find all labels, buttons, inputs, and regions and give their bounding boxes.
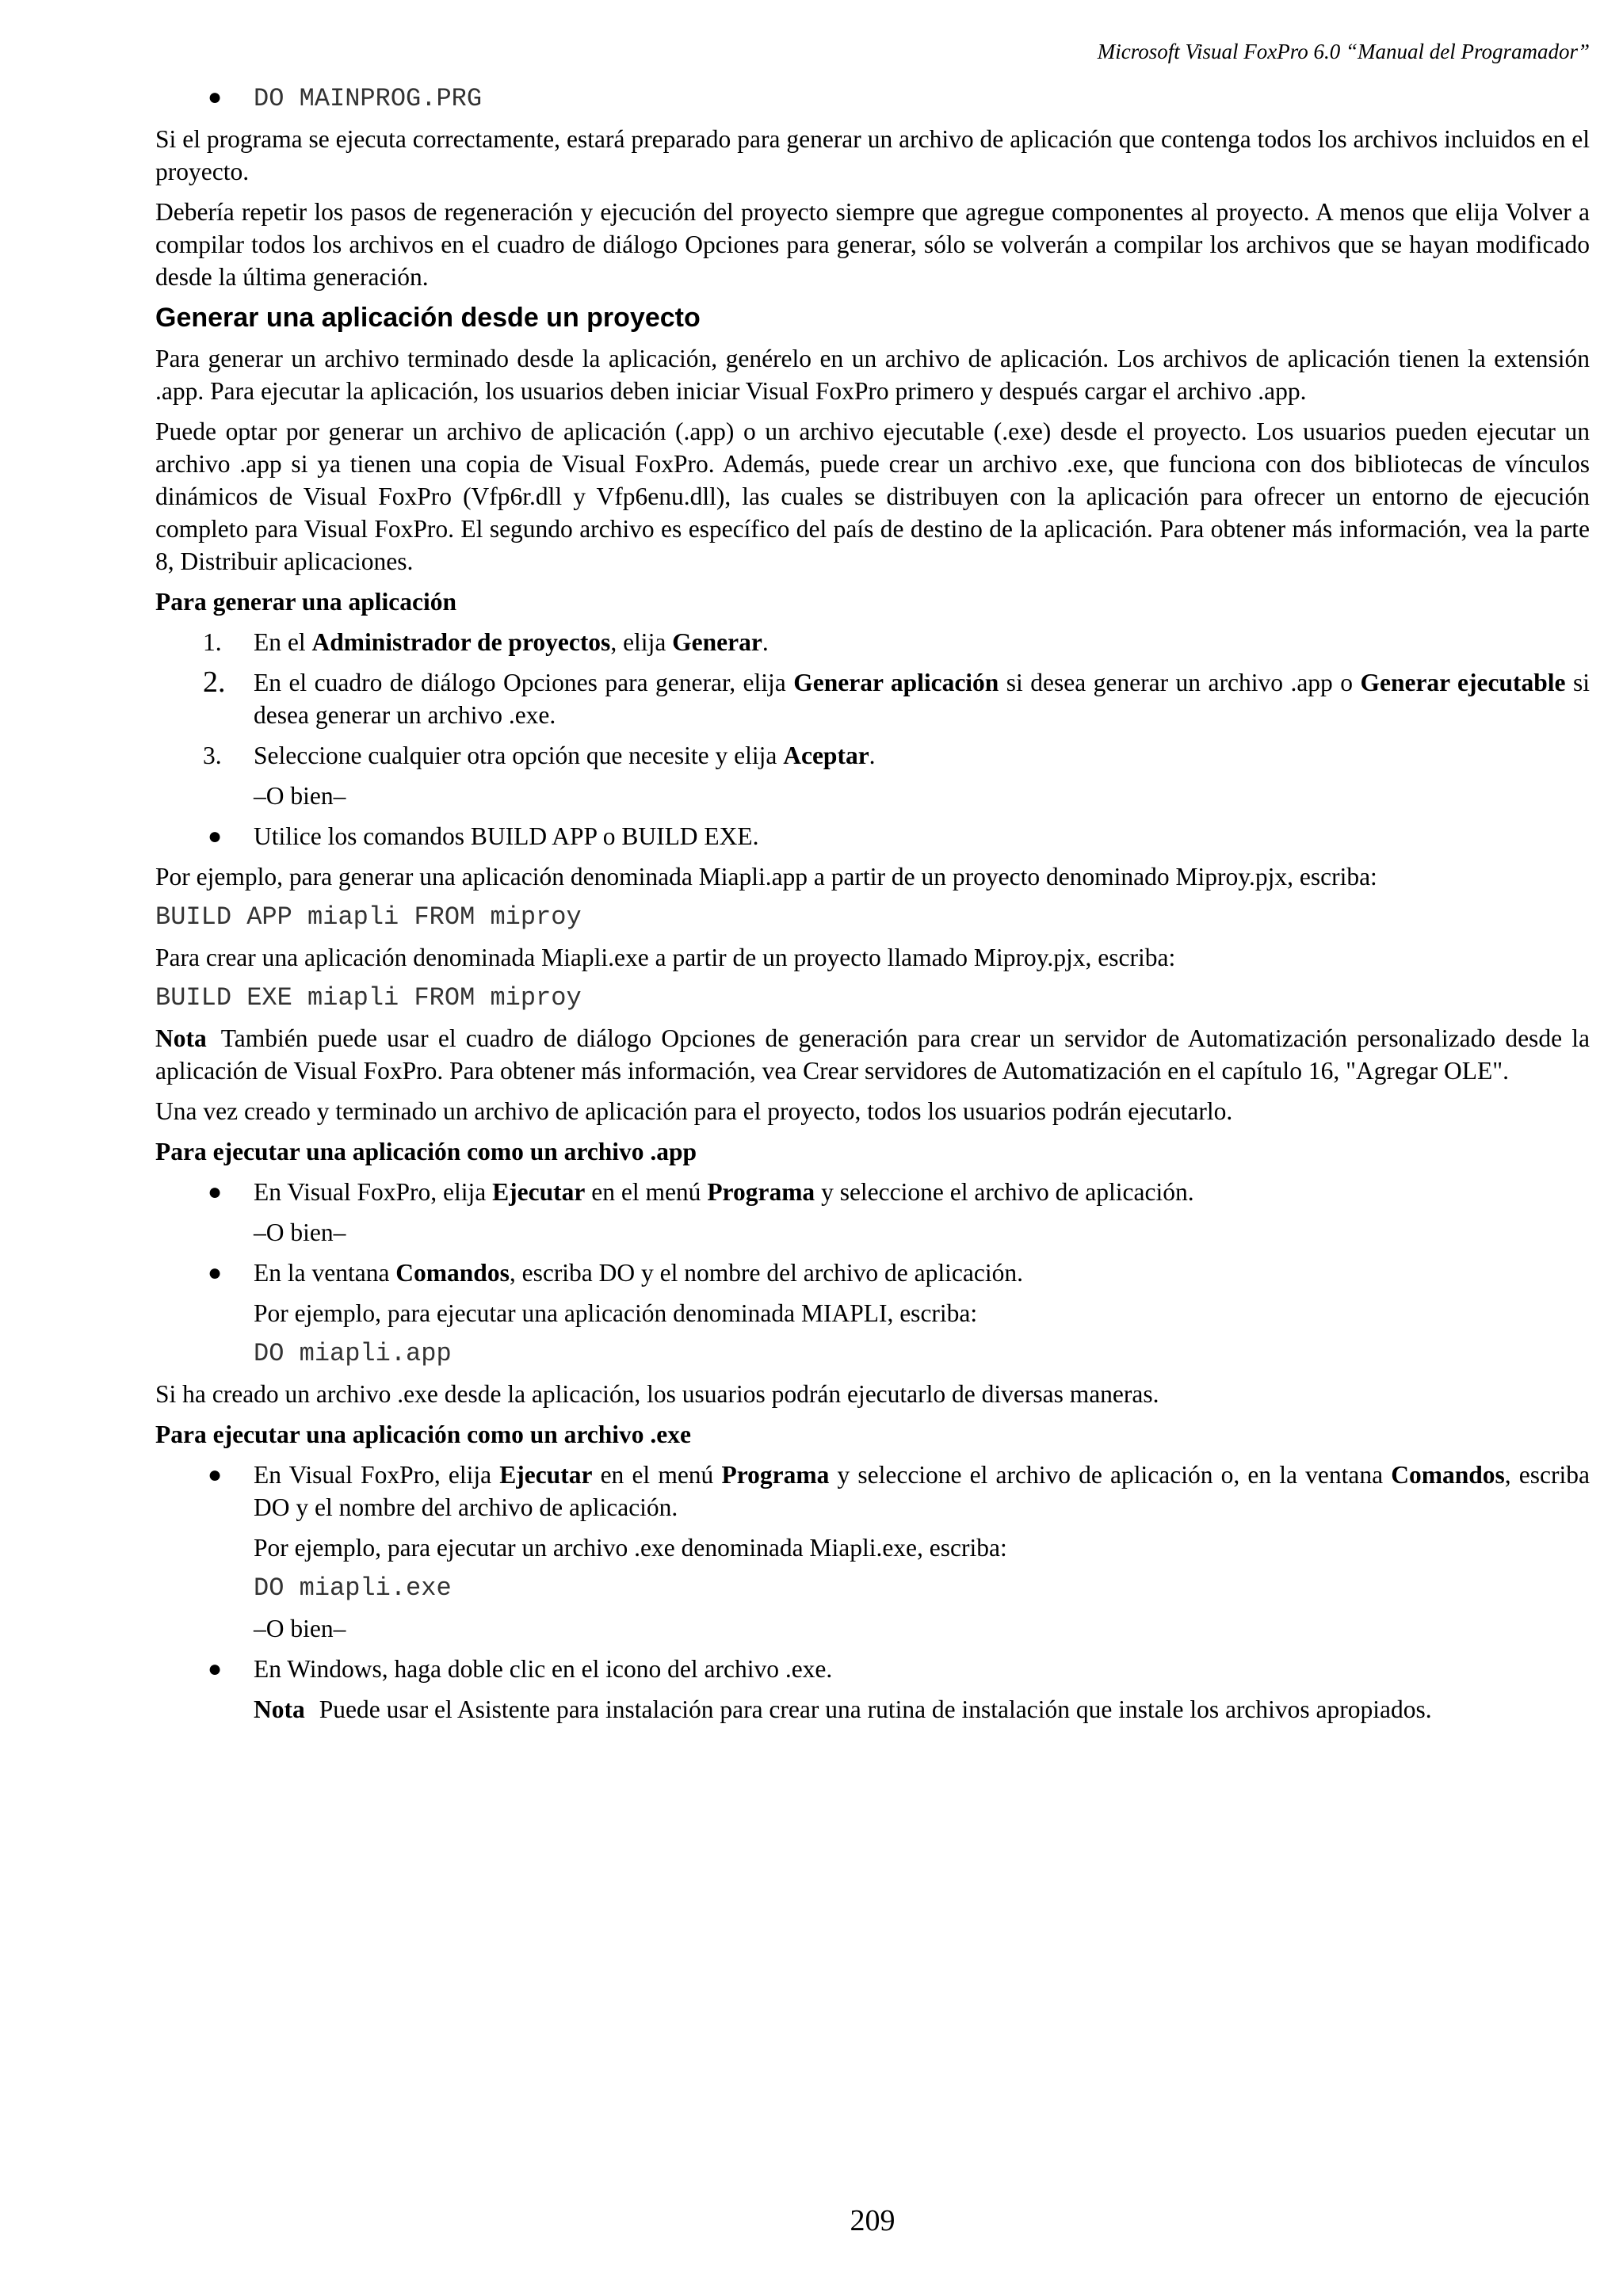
note-setup-wizard [155, 1693, 1590, 1726]
bullet-bold-term: Ejecutar [499, 1461, 593, 1489]
section-paragraph-2: Puede optar por generar un archivo de aplicación (.app) o un archivo ejecutable (.exe) desde el proyecto. Los usuarios pueden ejecutar un archivo .app si ya tienen una copia de Visual FoxPro. Además, puede crear un archivo .exe, que funciona con dos bibliotecas de vínculos dinámicos de Visual FoxPro (Vfp6r.dll y Vfp6enu.dll), las cuales se distribuyen con la aplicación para ofrecer un entorno de ejecución completo para Visual FoxPro. El segundo archivo es específico del país de destino de la aplicación. Para obtener más información, vea la parte 8, Distribuir aplicaciones. [155, 418, 1590, 575]
step-text: En el [254, 628, 312, 656]
step-bold-term: Aceptar [783, 742, 869, 769]
step-bold-term: Generar [672, 628, 762, 656]
bullet-icon: ● [208, 1462, 223, 1488]
or-separator: –O bien– [254, 782, 346, 810]
bullet-icon: ● [208, 823, 223, 849]
or-separator: –O bien– [254, 1615, 346, 1642]
bullet-icon: ● [208, 1260, 223, 1286]
bullet-text: En la ventana [254, 1259, 396, 1287]
bullet-bold-term: Programa [707, 1178, 815, 1206]
step-bold-term: Generar ejecutable [1360, 669, 1566, 696]
bullet-bold-term: Ejecutar [492, 1178, 586, 1206]
document-page [155, 0, 1590, 2296]
step-number: 1. [203, 628, 222, 656]
step-bold-term: Generar aplicación [793, 669, 999, 696]
section-heading: Generar una aplicación desde un proyecto [155, 303, 701, 333]
note-text: Puede usar el Asistente para instalación para crear una rutina de instalación que instale los archivos apropiados. [319, 1695, 1432, 1723]
bullet-text: En Visual FoxPro, elija [254, 1178, 493, 1206]
section-paragraph-1: Para generar un archivo terminado desde la aplicación, genérelo en un archivo de aplicación. Los archivos de aplicación tienen la extensión .app. Para ejecutar la aplicación, los usuarios deben iniciar Visual FoxPro primero y después cargar el archivo .app. [155, 345, 1590, 405]
procedure-title-run-exe: Para ejecutar una aplicación como un archivo .exe [155, 1421, 692, 1448]
running-header: Microsoft Visual FoxPro 6.0 “Manual del Programador” [1097, 40, 1590, 63]
or-separator: –O bien– [254, 1219, 346, 1246]
bullet-text: en el menú [585, 1178, 708, 1206]
step-text: si desea generar un archivo .exe. [254, 669, 1590, 729]
step-2 [155, 666, 1590, 731]
intro-paragraph-2: Debería repetir los pasos de regeneración y ejecución del proyecto siempre que agregue componentes al proyecto. A menos que elija Volver a compilar todos los archivos en el cuadro de diálogo Opciones para generar, sólo se volverán a compilar los archivos que se hayan modificado desde la última generación. [155, 198, 1590, 291]
bullet-text: En Windows, haga doble clic en el icono del archivo .exe. [254, 1655, 833, 1683]
code-mainprog: DO MAINPROG.PRG [254, 84, 483, 113]
bullet-text: En Visual FoxPro, elija [254, 1461, 500, 1489]
bullet-text: Utilice los comandos BUILD APP o BUILD EXE. [254, 822, 759, 850]
step-text: Seleccione cualquier otra opción que necesite y elija [254, 742, 784, 769]
bullet-icon: ● [208, 84, 223, 110]
step-1 [155, 626, 1590, 658]
procedure-title-run-app: Para ejecutar una aplicación como un archivo .app [155, 1138, 697, 1165]
step-text: si desea generar un archivo .app o [999, 669, 1361, 696]
bullet-item-run-exe-windows [155, 1653, 1590, 1685]
bullet-item-run-exe-menu [155, 1459, 1590, 1524]
run-exe-example-text: Por ejemplo, para ejecutar un archivo .exe denominada Miapli.exe, escriba: [254, 1534, 1007, 1562]
note-text: También puede usar el cuadro de diálogo Opciones de generación para crear un servidor de Automatización personalizado desde la aplicación de Visual FoxPro. Para obtener más información, vea Crear servidores de Automatización en el capítulo 16, "Agregar OLE". [155, 1024, 1590, 1085]
bullet-bold-term: Programa [721, 1461, 830, 1489]
bullet-text: , escriba DO y el nombre del archivo de aplicación. [254, 1461, 1590, 1521]
code-do-exe: DO miapli.exe [254, 1573, 452, 1603]
step-number: 3. [203, 742, 222, 769]
step-3 [155, 739, 1590, 772]
bullet-item-build-commands [155, 820, 1590, 852]
bullet-icon: ● [208, 1656, 223, 1682]
code-do-app: DO miapli.app [254, 1339, 452, 1368]
after-note-paragraph: Una vez creado y terminado un archivo de aplicación para el proyecto, todos los usuarios podrán ejecutarlo. [155, 1097, 1233, 1125]
step-text: . [869, 742, 876, 769]
bullet-bold-term: Comandos [395, 1259, 510, 1287]
page-content [155, 81, 1590, 1733]
step-bold-term: Administrador de proyectos [311, 628, 611, 656]
step-number: 2. [203, 666, 226, 699]
example-app-text: Por ejemplo, para generar una aplicación denominada Miapli.app a partir de un proyecto denominado Miproy.pjx, escriba: [155, 863, 1377, 891]
bullet-item-mainprog [155, 81, 1590, 115]
note-label: Nota [254, 1695, 305, 1723]
bullet-item-run-app-command [155, 1257, 1590, 1289]
bullet-text: , escriba DO y el nombre del archivo de aplicación. [509, 1259, 1023, 1287]
intro-paragraph-1: Si el programa se ejecuta correctamente, estará preparado para generar un archivo de aplicación que contenga todos los archivos incluidos en el proyecto. [155, 125, 1590, 185]
bullet-text: y seleccione el archivo de aplicación. [815, 1178, 1194, 1206]
procedure-title-generate: Para generar una aplicación [155, 588, 457, 616]
bullet-icon: ● [208, 1179, 223, 1205]
bullet-item-run-app-menu [155, 1176, 1590, 1208]
exe-intro-paragraph: Si ha creado un archivo .exe desde la aplicación, los usuarios podrán ejecutarlo de diversas maneras. [155, 1380, 1159, 1408]
code-build-exe: BUILD EXE miapli FROM miproy [155, 983, 582, 1013]
note-automation [155, 1022, 1590, 1087]
step-text: , elija [610, 628, 673, 656]
bullet-bold-term: Comandos [1391, 1461, 1505, 1489]
example-exe-text: Para crear una aplicación denominada Miapli.exe a partir de un proyecto llamado Miproy.pjx, escriba: [155, 944, 1176, 971]
bullet-text: y seleccione el archivo de aplicación o, en la ventana [829, 1461, 1392, 1489]
step-text: . [762, 628, 769, 656]
note-label: Nota [155, 1024, 207, 1052]
code-build-app: BUILD APP miapli FROM miproy [155, 902, 582, 932]
bullet-text: en el menú [592, 1461, 722, 1489]
step-text: En el cuadro de diálogo Opciones para generar, elija [254, 669, 794, 696]
page-number: 209 [850, 2204, 896, 2237]
run-app-example-text: Por ejemplo, para ejecutar una aplicación denominada MIAPLI, escriba: [254, 1299, 978, 1327]
